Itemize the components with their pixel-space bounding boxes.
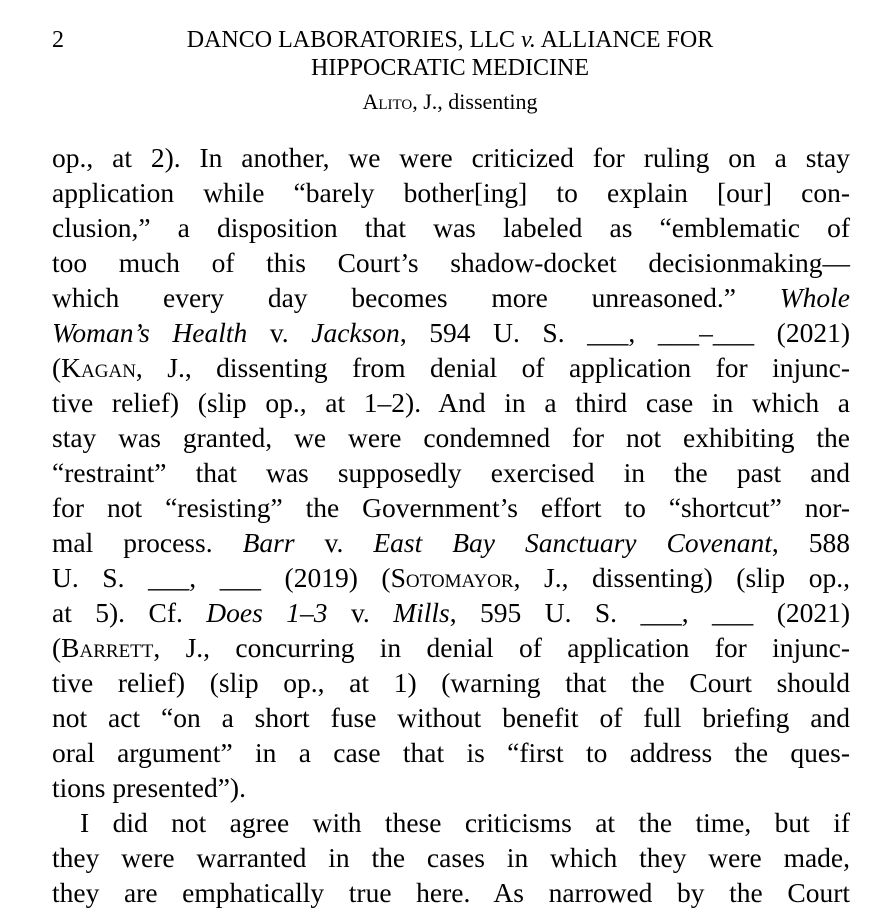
text-line: they were warranted in the cases in which they were made,	[52, 842, 850, 873]
text-line: application while “barely bother[ing] to explain [our] con-	[52, 177, 850, 208]
text-line: they are emphatically true here. As narrowed by the Court	[52, 877, 850, 908]
case-title-line-1: DANCO LABORATORIES, LLC v. ALLIANCE FOR	[186, 27, 714, 53]
author-name: Alito	[362, 89, 413, 114]
text-line: Woman’s Health v. Jackson, 594 U. S. ___, ___–___ (2021)	[52, 317, 850, 348]
text-line: I did not agree with these criticisms at the time, but if	[80, 807, 850, 838]
text-line: clusion,” a disposition that was labeled as “emblematic of	[52, 212, 850, 243]
page-number: 2	[52, 27, 64, 53]
text-line: (Barrett, J., concurring in denial of application for injunc-	[52, 632, 850, 663]
text-line: not act “on a short fuse without benefit of full briefing and	[52, 702, 850, 733]
text-line: tive relief) (slip op., at 1) (warning that the Court should	[52, 667, 850, 698]
author-suffix: , J., dissenting	[412, 89, 538, 114]
text-line: oral argument” in a case that is “first to address the ques-	[52, 737, 850, 768]
text-line: op., at 2). In another, we were criticized for ruling on a stay	[52, 142, 850, 173]
text-line: U. S. ___, ___ (2019) (Sotomayor, J., dissenting) (slip op.,	[52, 562, 850, 593]
text-line: which every day becomes more unreasoned.” Whole	[52, 282, 850, 313]
text-line: at 5). Cf. Does 1–3 v. Mills, 595 U. S. ___, ___ (2021)	[52, 597, 851, 628]
author-line	[0, 89, 890, 115]
text-line: tive relief) (slip op., at 1–2). And in a third case in which a	[52, 387, 850, 418]
case-title-line-2: HIPPOCRATIC MEDICINE	[310, 55, 589, 81]
text-line: tions presented”).	[52, 772, 246, 803]
text-line: too much of this Court’s shadow-docket decisionmaking—	[52, 247, 850, 278]
text-line: stay was granted, we were condemned for not exhibiting the	[52, 422, 850, 453]
text-line: (Kagan, J., dissenting from denial of application for injunc-	[52, 352, 850, 383]
text-line: for not “resisting” the Government’s effort to “shortcut” nor-	[52, 492, 850, 523]
running-head	[0, 26, 890, 82]
text-line: mal process. Barr v. East Bay Sanctuary Covenant, 588	[52, 527, 851, 558]
text-line: “restraint” that was supposedly exercised in the past and	[52, 457, 850, 488]
opinion-body	[52, 140, 850, 910]
